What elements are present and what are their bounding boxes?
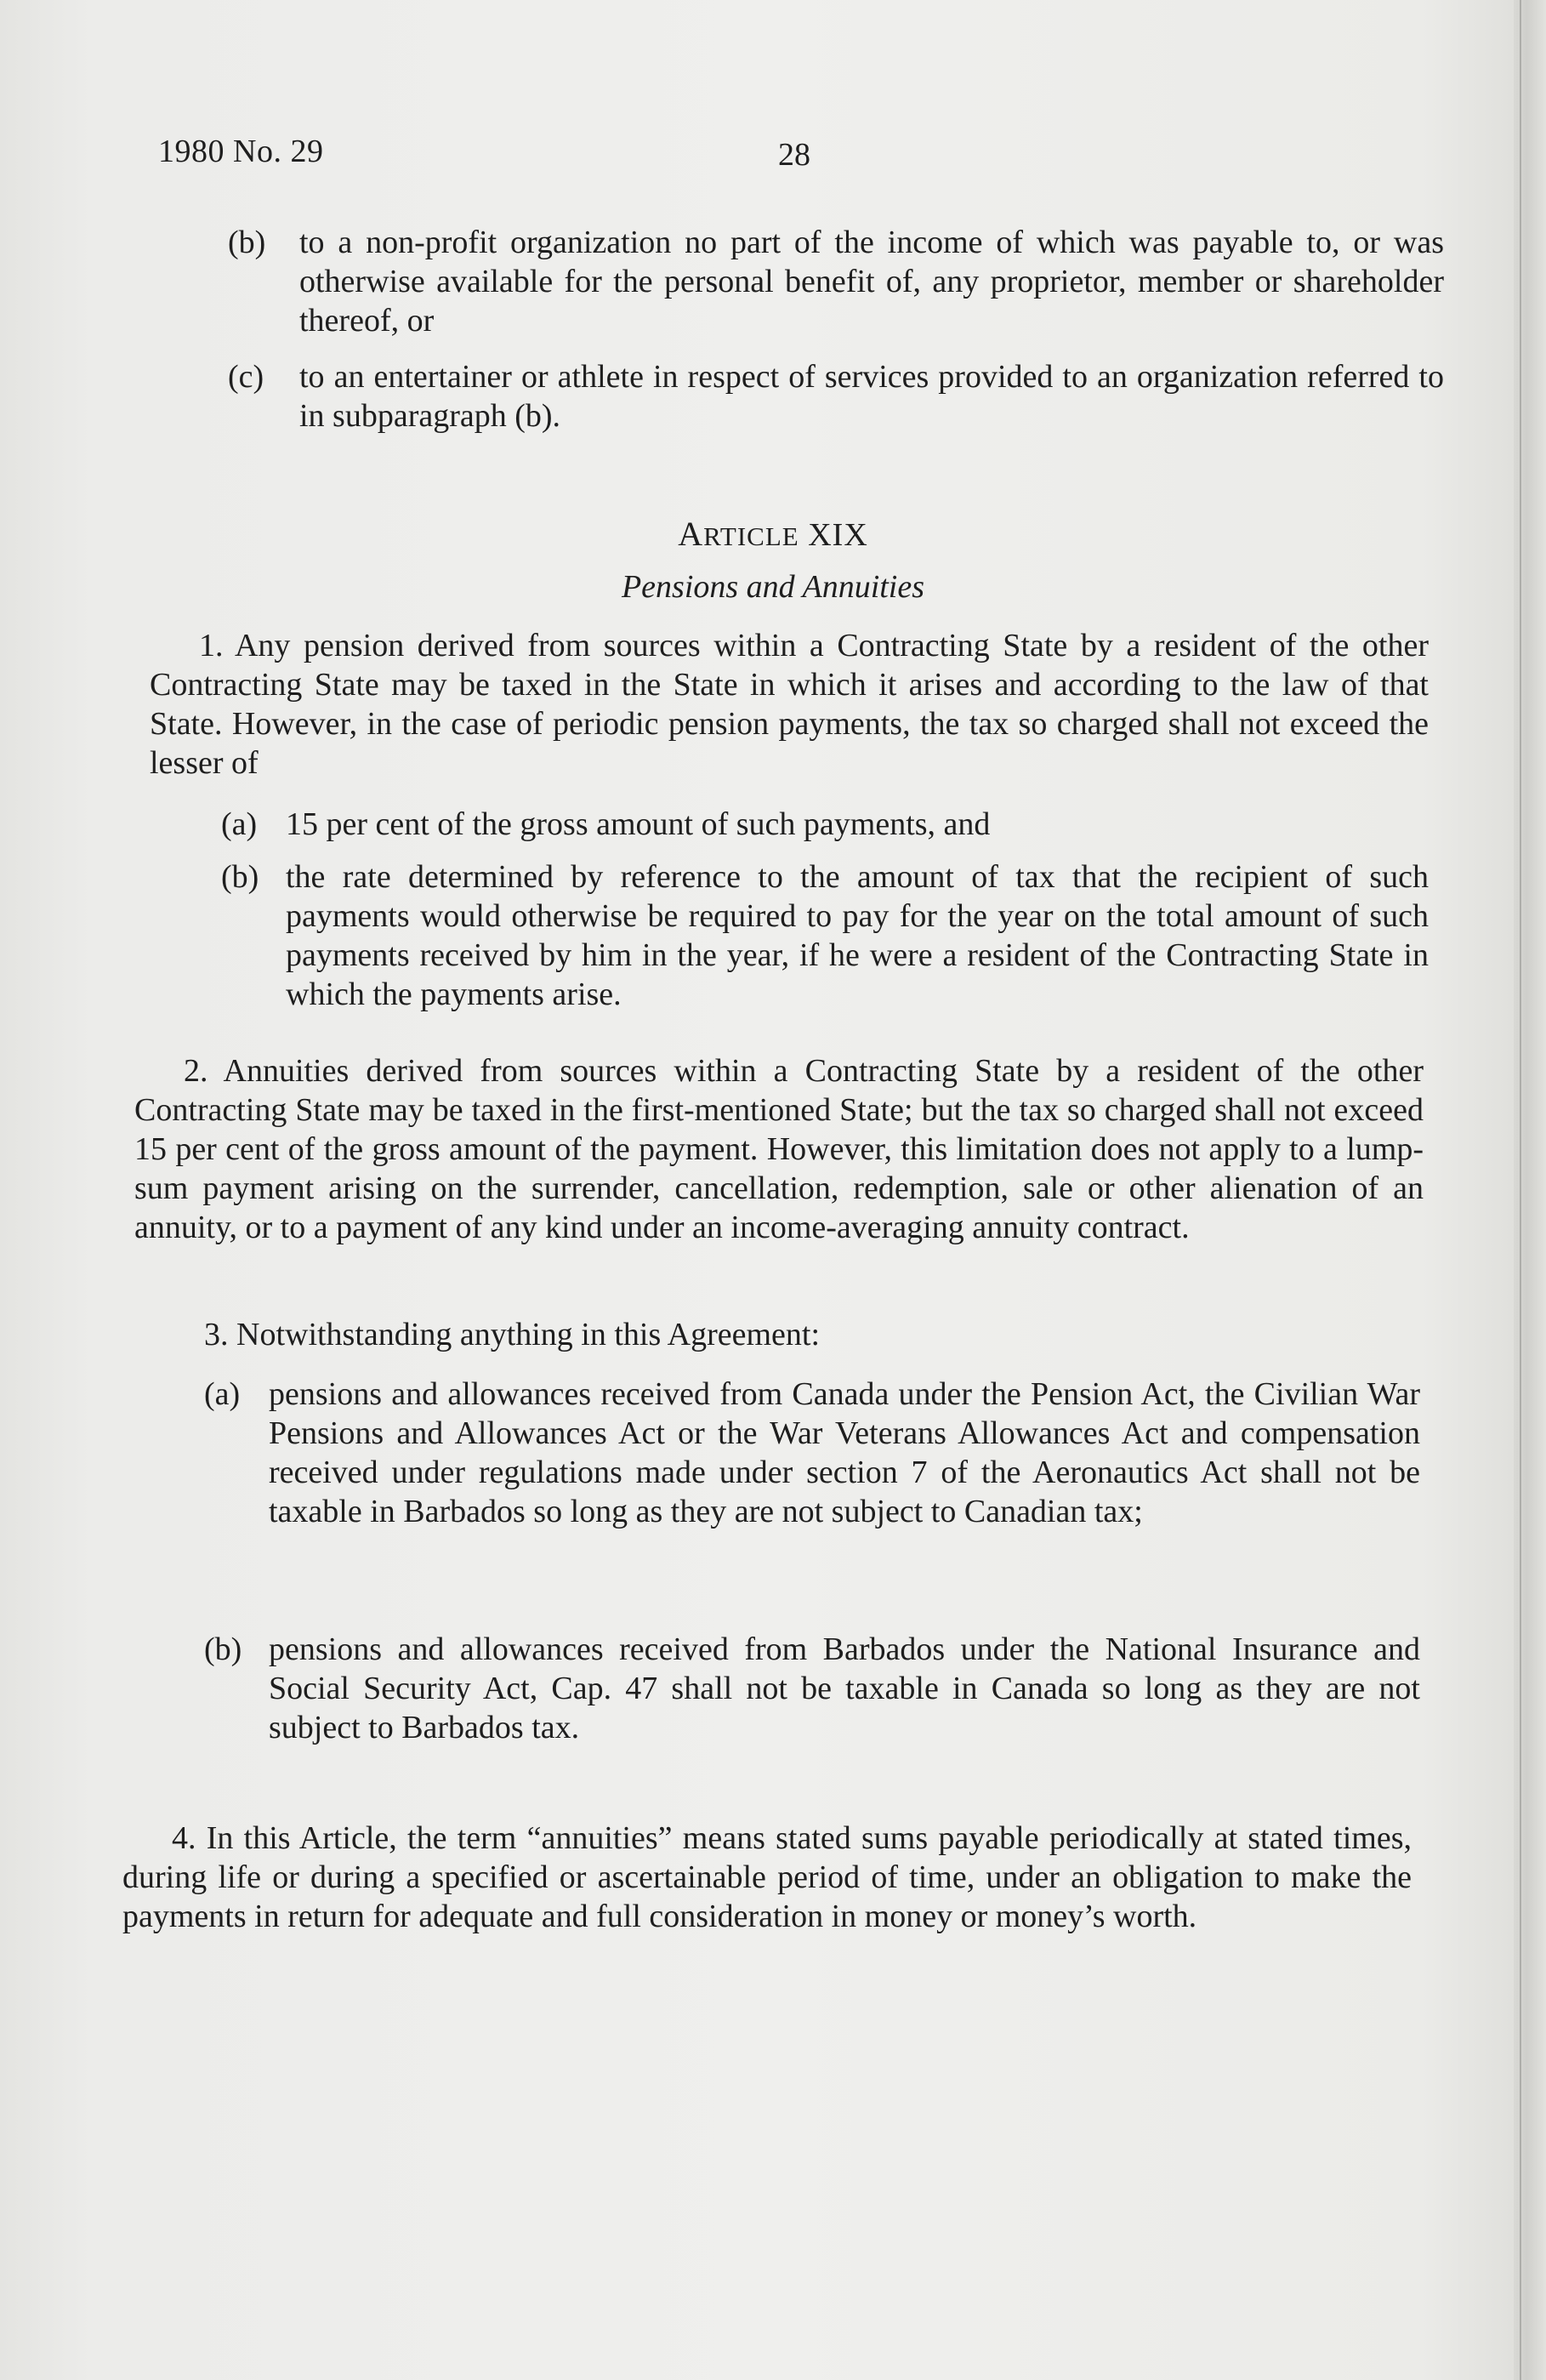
subparagraph-text: to an entertainer or athlete in respect of services provided to an organization referred to in subparagraph (b). xyxy=(299,359,1444,434)
page-number: 28 xyxy=(778,137,810,173)
paragraph-1-item-a: (a) 15 per cent of the gross amount of such payments, and xyxy=(221,806,991,842)
subparagraph-label: (b) xyxy=(228,225,266,260)
article-heading: ARTICLE XIX xyxy=(678,515,868,553)
paragraph-2: 2. Annuities derived from sources within a Contracting State by a resident of the other Contracting State may be taxed in the first-mentioned State; but the tax so charged shall not exceed 15 per cent of the gross amount of the payment. However, this limitation does not apply to a lump-sum payment arising on the surrender, cancellation, redemption, sale or other alienation of an annuity, or to a payment of any kind under an income-averaging annuity contract. xyxy=(134,1053,1424,1245)
paragraph-3-item-a: (a) pensions and allowances received from Canada under the Pension Act, the Civilian War Pensions and Allowances Act or the War Veterans Allowances Act and compensation received under regulations made under section 7 of the Aeronautics Act shall not be taxable in Barbados so long as they are not subject to Canadian tax; xyxy=(204,1376,1420,1529)
subparagraph-c xyxy=(228,357,1444,437)
subparagraph-b xyxy=(228,223,1444,342)
page-spine xyxy=(1514,0,1546,2380)
paragraph-1-item-b: (b) the rate determined by reference to the amount of tax that the recipient of such payments would otherwise be required to pay for the year on the total amount of such payments received by him in the year, if he were a resident of the Contracting State in which the payments arise. xyxy=(221,859,1429,1012)
spine-fold-line xyxy=(1520,0,1521,2380)
subparagraph-text: to a non-profit organization no part of the income of which was payable to, or was otherwise available for the personal benefit of, any proprietor, member or shareholder thereof, or xyxy=(299,225,1444,339)
paragraph-1: 1. Any pension derived from sources within a Contracting State by a resident of the other Contracting State may be taxed in the State in which it arises and according to the law of that State. However, in the case of periodic pension payments, the tax so charged shall not exceed the lesser of xyxy=(150,628,1429,781)
article-subtitle: Pensions and Annuities xyxy=(621,569,925,605)
year-and-number: 1980 No. 29 xyxy=(158,134,324,169)
paragraph-4: 4. In this Article, the term “annuities” means stated sums payable periodically at stated times, during life or during a specified or ascertainable period of time, under an obligation to make the payments in return for adequate and full consideration in money or money’s worth. xyxy=(122,1820,1412,1934)
paragraph-3: 3. Notwithstanding anything in this Agreement: xyxy=(204,1317,821,1352)
paragraph-3-item-b: (b) pensions and allowances received from Barbados under the National Insurance and Social Security Act, Cap. 47 shall not be taxable in Canada so long as they are not subject to Barbados tax. xyxy=(204,1631,1420,1745)
subparagraph-label: (c) xyxy=(228,359,264,395)
